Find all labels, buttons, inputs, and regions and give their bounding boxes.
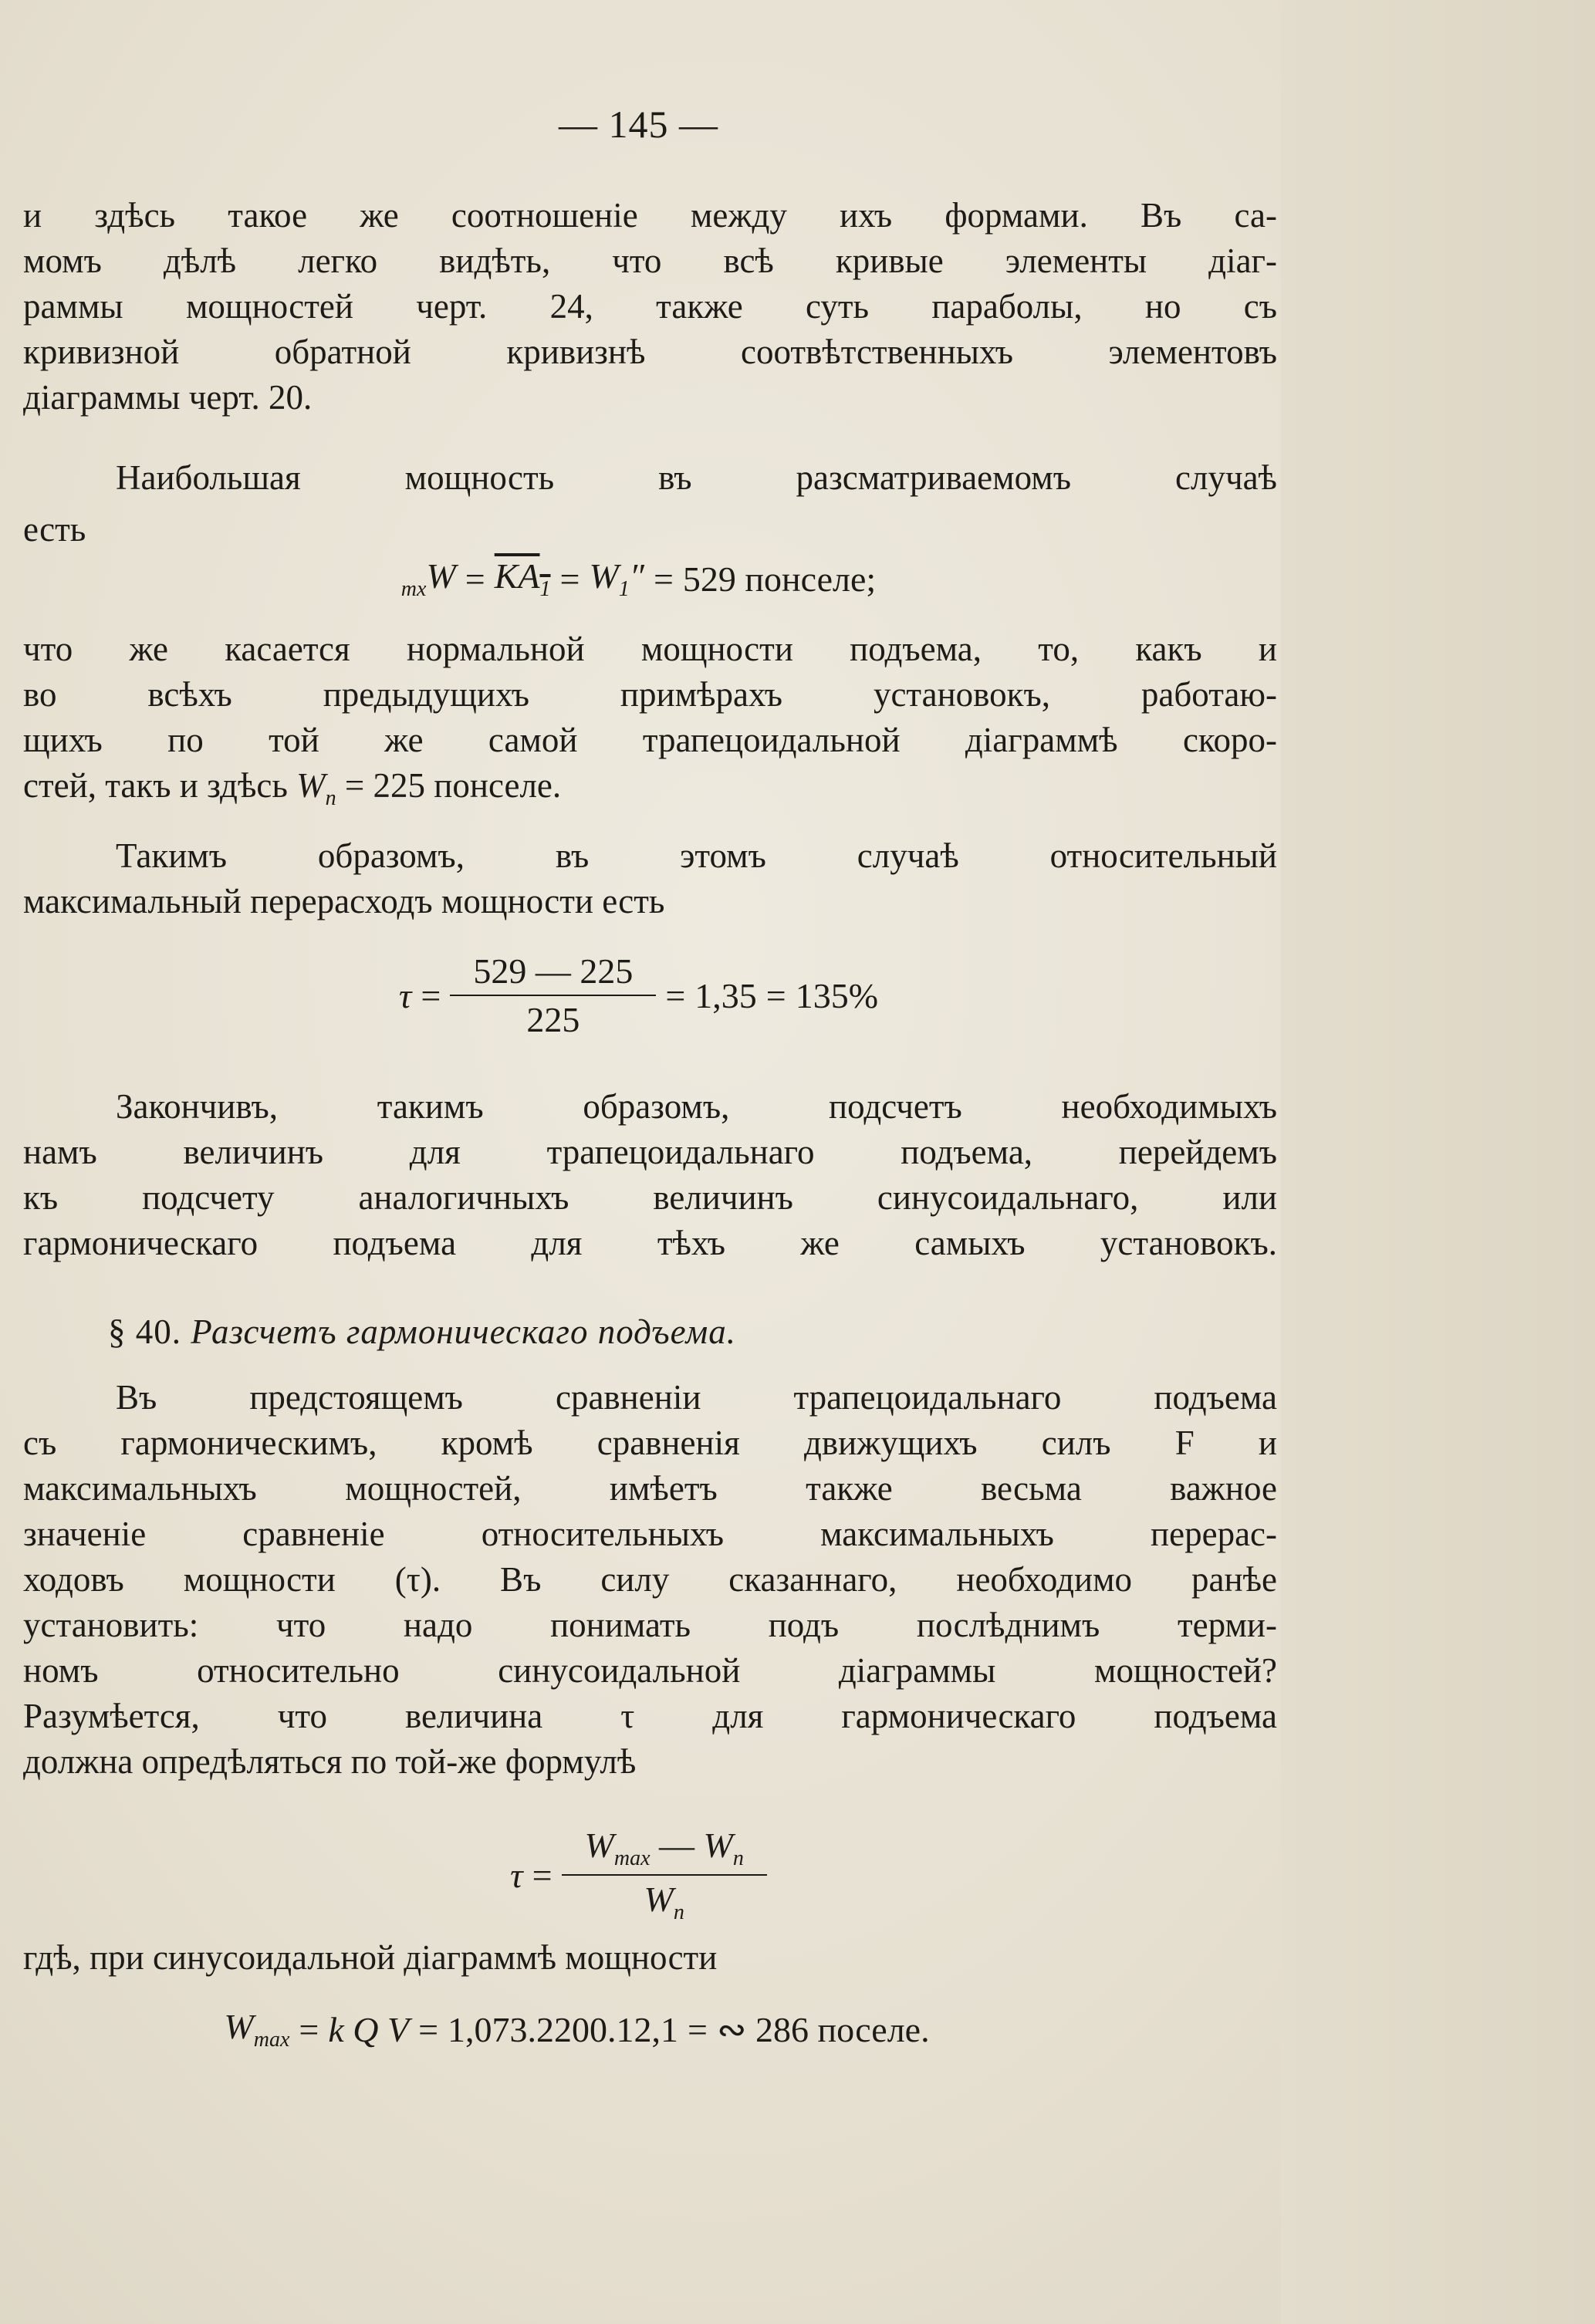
- fraction: [450, 951, 656, 1040]
- text-line: максимальный перерасходъ мощности есть: [23, 882, 665, 920]
- symbol-w: W: [296, 766, 326, 805]
- symbol-w: W: [426, 556, 456, 596]
- symbol-w: W: [224, 2007, 254, 2046]
- paragraph-1: [23, 193, 1277, 421]
- text-line: намъ величинъ для трапецоидальнаго подъема, перейдемъ: [23, 1133, 1277, 1171]
- text-line: что же касается нормальной мощности подъема, то, какъ и: [23, 630, 1277, 668]
- section-number: § 40.: [108, 1312, 181, 1351]
- formula-value: 529 понселе;: [682, 559, 877, 599]
- text-line: Наибольшая мощность въ разсматриваемомъ случаѣ: [116, 458, 1277, 497]
- text-line: гдѣ, при синусоидальной діаграммѣ мощности: [23, 1938, 718, 1977]
- text-line: Разумѣется, что величина τ для гармоническаго подъема: [23, 1697, 1277, 1735]
- text-line: и здѣсь такое же соотношеніе между ихъ формами. Въ са-: [23, 196, 1277, 235]
- formula-value: 135%: [795, 975, 879, 1015]
- formula-tau: τ = $\frac{529 — 225}{225}$ = 1,35 = 135%: [398, 951, 879, 1039]
- text-line: ходовъ мощности (τ). Въ силу сказаннаго, необходимо ранѣе: [23, 1560, 1277, 1599]
- text-line: щихъ по той же самой трапецоидальной діаграммѣ скоро-: [23, 721, 1277, 759]
- formula-value: 1,35: [694, 975, 757, 1015]
- facing-page-edge: [1281, 0, 1595, 2324]
- text-line: установить: что надо понимать подъ послѣднимъ терми-: [23, 1606, 1277, 1644]
- text-line: стей, такъ и здѣсь $W_n = 225$ понселе.: [23, 766, 562, 810]
- formula-value: ∾ 286 поселе.: [717, 2010, 930, 2050]
- superscript: ″: [629, 556, 644, 596]
- subscript: mx: [400, 577, 427, 602]
- operator: —: [659, 1826, 695, 1865]
- text-line: Въ предстоящемъ сравненіи трапецоидальнаго подъема: [116, 1378, 1277, 1417]
- text-fragment: 225 понселе.: [373, 766, 562, 805]
- subscript: n: [325, 786, 336, 810]
- text-line: Закончивъ, такимъ образомъ, подсчетъ необходимыхъ: [116, 1087, 1277, 1126]
- numerator: 529 — 225: [450, 951, 656, 996]
- symbol-w: W: [584, 1826, 614, 1865]
- paragraph-4: [23, 833, 1277, 924]
- subscript: n: [732, 1846, 744, 1871]
- text-line: кривизной обратной кривизнѣ соотвѣтственныхъ элементовъ: [23, 333, 1277, 371]
- denominator: 225: [526, 1000, 580, 1039]
- page-number: — 145 —: [559, 103, 718, 146]
- subscript: 1: [618, 577, 630, 602]
- section-heading: [108, 1312, 736, 1352]
- text-line: гармоническаго подъема для тѣхъ же самыхъ установокъ.: [23, 1224, 1277, 1262]
- subscript: max: [253, 2028, 290, 2052]
- symbol-tau: τ: [510, 1855, 523, 1895]
- subscript: max: [613, 1846, 651, 1871]
- text-fragment: стей, такъ и здѣсь: [23, 766, 288, 805]
- paragraph-3: [23, 627, 1277, 821]
- text-line: есть: [23, 510, 86, 549]
- text-line: къ подсчету аналогичныхъ величинъ синусоидальнаго, или: [23, 1178, 1277, 1217]
- formula-max-power: $_{mx}$W = $KA_1$ = $W_1''$ = 529 понселе;: [400, 556, 877, 602]
- text-line: момъ дѣлѣ легко видѣть, что всѣ кривые элементы діаг-: [23, 242, 1277, 280]
- text-line: максимальныхъ мощностей, имѣетъ также весьма важное: [23, 1469, 1277, 1508]
- symbol-tau: τ: [398, 975, 412, 1015]
- formula-wmax: $W_{max}$ = k Q V = 1,073.2200.12,1 = ∾ 286 поселе.: [224, 2007, 930, 2052]
- text-line: раммы мощностей черт. 24, также суть параболы, но съ: [23, 287, 1277, 326]
- symbol-w: W: [703, 1826, 733, 1865]
- text-line: діаграммы черт. 20.: [23, 378, 313, 417]
- paragraph-5: [23, 1084, 1277, 1266]
- symbol-ka: KA: [494, 556, 540, 596]
- paragraph-7: [23, 1935, 1277, 1981]
- formula-expression: k Q V: [328, 2009, 410, 2049]
- symbol-w1: W: [589, 556, 619, 596]
- text-line: съ гармоническимъ, кромѣ сравненія движущихъ силъ F и: [23, 1424, 1277, 1462]
- symbol-w: W: [644, 1880, 674, 1920]
- numerator: [562, 1825, 767, 1876]
- text-line: номъ относительно синусоидальной діаграммы мощностей?: [23, 1651, 1277, 1690]
- section-title: Разсчетъ гармоническаго подъема.: [191, 1312, 736, 1351]
- text-line: Такимъ образомъ, въ этомъ случаѣ относительный: [116, 836, 1277, 875]
- paragraph-6: [23, 1375, 1277, 1785]
- text-line: во всѣхъ предыдущихъ примѣрахъ установокъ, работаю-: [23, 675, 1277, 714]
- denominator: [644, 1876, 684, 1925]
- paragraph-2: [23, 455, 1277, 552]
- formula-value: 1,073.2200.12,1: [448, 2009, 679, 2049]
- text-line: значеніе сравненіе относительныхъ максимальныхъ перерас-: [23, 1515, 1277, 1553]
- fraction: [562, 1825, 767, 1925]
- subscript: n: [673, 1900, 684, 1925]
- subscript: 1: [539, 577, 551, 602]
- text-line: должна опредѣляться по той-же формулѣ: [23, 1742, 637, 1781]
- formula-tau-general: τ = $\frac{W_{max} — W_n}{W_n}$: [0, 1825, 1277, 1925]
